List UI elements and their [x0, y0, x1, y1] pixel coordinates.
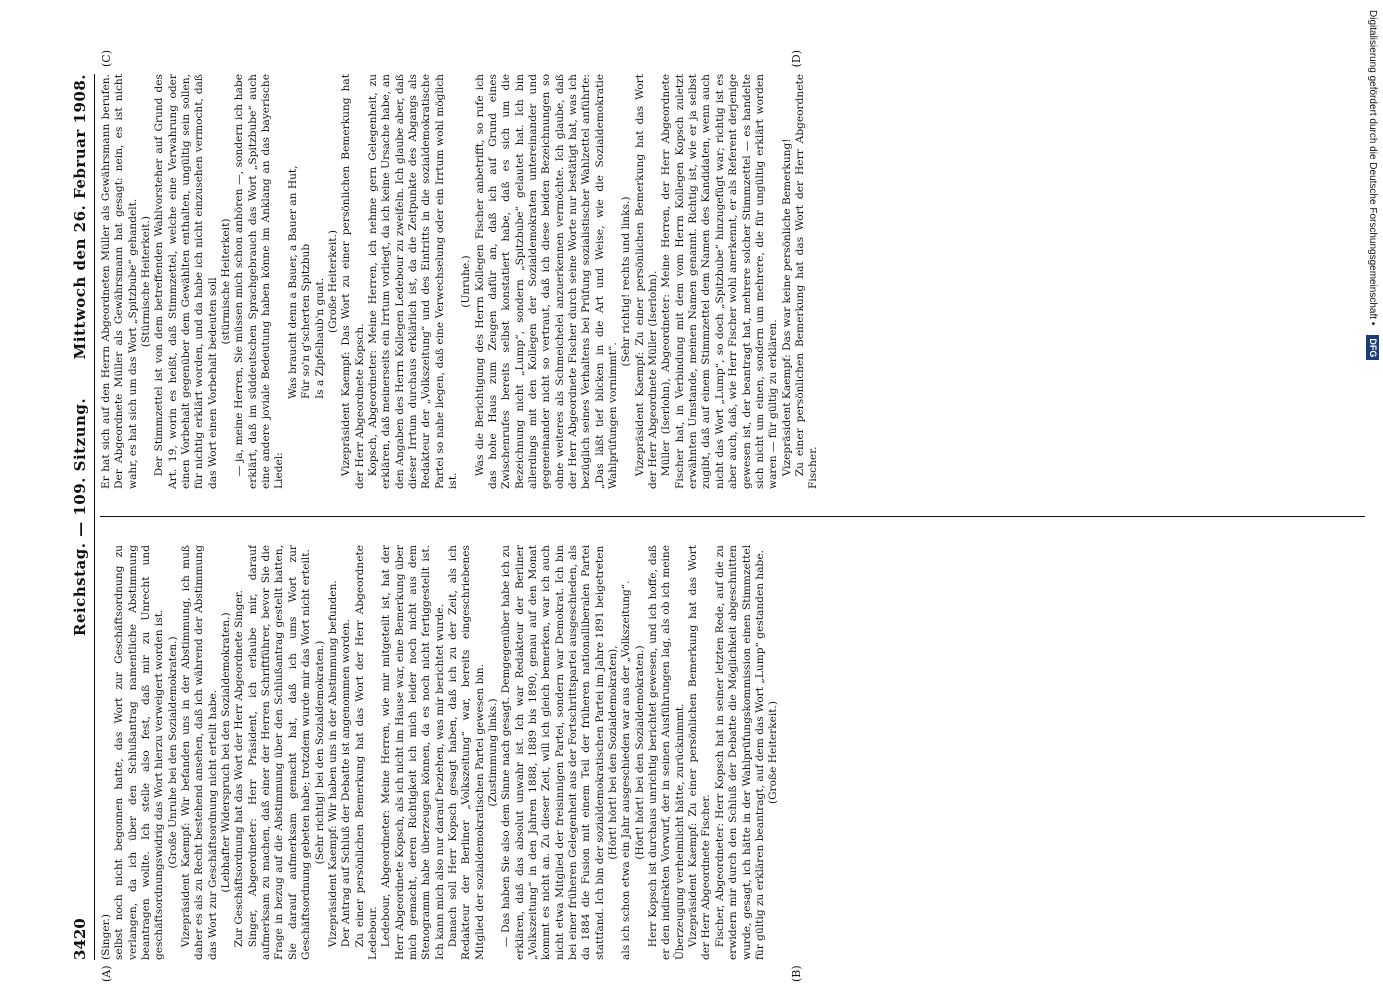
paragraph: Zu einer persönlichen Bemerkung hat das Wort der Herr Abgeordnete Ledebour. — [353, 545, 379, 960]
session-date: Mittwoch den 26. Februar 1908. — [71, 74, 89, 360]
credit-text: Digitalisierung gefördert durch die Deutsche Forschungsgemeinschaft • — [1367, 10, 1379, 326]
column-rule — [100, 516, 1365, 517]
interjection: (Hört! hört! bei den Sozialdemokraten.) — [633, 645, 646, 860]
paragraph: Singer, Abgeordneter: Herr Präsident, ich erlaube mir, darauf aufmerksam zu machen, daß einer der Herren Schriftführer, bevor Sie die Frage in bezug auf die Abstimmung über den Schlußantrag gestellt hatten, Sie darauf aufmerksam gemacht hat, daß ich ums Wort zur Geschäftsordnung gebeten habe; trotzdem wurde mir das Wort nicht erteilt. — [246, 545, 313, 960]
paragraph: Ledebour, Abgeordneter: Meine Herren, wie mir mitgeteilt ist, hat der Herr Abgeordnete Kopsch, als ich nicht im Hause war, eine Bemerkung über mich gemacht, deren Richtigkeit ich mich leider noch nicht aus dem Stenogramm habe überzeugen können, da es noch nicht fertiggestellt ist. Ich kann mich also nur darauf beziehen, was mir berichtet wurde. — [380, 545, 446, 960]
interjection: (Große Unruhe bei den Sozialdemokraten.) — [166, 636, 179, 869]
paragraph: selbst noch nicht begonnen hatte, das Wort zur Geschäftsordnung zu verlangen, da ich über den Schlußantrag namentliche Abstimmung beantragen wollte. Ich stelle also fest, daß mir zu Unrecht und geschäftsordnungswidrig das Wort hierzu verweigert worden ist. — [113, 545, 166, 960]
digitization-credit — [1366, 10, 1380, 995]
verse-line: Für so'n g'scherten Spitzbub — [300, 243, 313, 399]
right-column — [100, 74, 1365, 489]
paragraph: Müller (Iserlohn), Abgeordneter: Meine Herren, der Herr Abgeordnete Fischer hat, in Verbindung mit dem vom Herrn Kollegen Kopsch zuletzt erwähnten Umstande, meinen Namen genannt. Richtig ist, wie er ja selbst zugibt, daß auf einem Stimmzettel dem Namen des Kandidaten, wenn auch nicht das Wort „Lump“, so doch „Spitzbube“ hinzugefügt war; richtig ist es aber auch, daß, wie Herr Fischer wohl anerkennt, er als Referent derjenige gewesen ist, der beantragt hat, mehrere solcher Stimmzettel — es handelte sich nicht um einen, sondern um mehrere, die für ungültig erklärt worden waren — für gültig zu erklären. — [660, 74, 780, 489]
margin-mark-b: (B) — [790, 965, 803, 982]
margin-mark-c: (C) — [100, 50, 113, 67]
interjection: (Zustimmung links.) — [486, 698, 499, 807]
paragraph: Vizepräsident Kaempf: Zu einer persönlichen Bemerkung hat das Wort der Herr Abgeordnete Fischer. — [687, 545, 713, 960]
interjection: (Hört! hört! bei den Sozialdemokraten), — [607, 645, 620, 860]
paragraph: Vizepräsident Kaempf: Das war keine persönliche Bemerkung! — [780, 138, 793, 477]
paragraph: Danach soll Herr Kopsch gesagt haben, daß ich zu der Zeit, als ich Redakteur der Berliner „Volkszeitung“ war, bereits eingeschriebenes Mitglied der sozialdemokratischen Partei gewesen bin. — [446, 545, 486, 960]
paragraph: Herr Kopsch ist durchaus unrichtig berichtet gewesen, und ich hoffe, daß er den indirekten Vorwurf, der in seinen Ausführungen lag, als ob ich meine Überzeugung verheimlicht hätte, zurücknimmt. — [647, 545, 686, 960]
speaker-continuation: (Singer.) — [100, 913, 112, 960]
paragraph: Zu einer persönlichen Bemerkung hat das Wort der Herr Abgeordnete Fischer. — [793, 74, 820, 489]
margin-mark-a: (A) — [100, 965, 113, 982]
margin-mark-d: (D) — [790, 50, 803, 68]
interjection: (stürmische Heiterkeit) — [220, 218, 233, 345]
paragraph: Vizepräsident Kaempf: Zu einer persönlichen Bemerkung hat das Wort der Herr Abgeordnete Müller (Iserlohn). — [633, 74, 660, 489]
left-column — [100, 545, 1365, 960]
interjection: (Große Heiterkeit.) — [326, 229, 339, 334]
interjection: (Sehr richtig! bei den Sozialdemokraten.) — [313, 640, 326, 865]
text-columns — [100, 50, 1365, 982]
paragraph: Fischer, Abgeordneter: Herr Kopsch hat in seiner letzten Rede, auf die zu erwidern mir durch den Schluß der Debatte die Möglichkeit abgeschnitten wurde, gesagt, ich hätte in der Wahlprüfungskommission einen Stimmzettel für gültig zu erklären beantragt, auf dem das Wort „Lump“ gestanden habe. — [713, 545, 766, 960]
dfg-logo: DFG — [1367, 335, 1380, 360]
paragraph: Er hat sich auf den Herrn Abgeordneten Müller als Gewährsmann berufen. Der Abgeordnete Müller als Gewährsmann hat gesagt: nein, es ist nicht wahr, es hat sich um das Wort „Spitzbube“ gehandelt. — [100, 74, 139, 489]
paragraph: — Das haben Sie also dem Sinne nach gesagt. Demgegenüber habe ich zu erklären, daß das absolut unwahr ist. Ich war Redakteur der Berliner „Volkszeitung“ in den Jahren 1888, 1889 bis 1890, genau auf den Monat kommt es nicht an. Zu dieser Zeit, will ich gleich bemerken, war ich auch nicht etwa Mitglied der freisinnigen Partei, sondern war Demokrat. Ich bin bei einer früheren Gelegenheit aus der Fortschrittspartei ausgeschieden, als da 1884 die Fusion mit einem Teil der früheren nationalliberalen Partei stattfand. Ich bin der sozialdemokratischen Partei im Jahre 1891 beigetreten — [500, 545, 606, 960]
paragraph: Zur Geschäftsordnung hat das Wort der Herr Abgeordnete Singer. — [233, 590, 246, 948]
paragraph: Der Antrag auf Schluß der Debatte ist angenommen worden. — [340, 619, 353, 948]
verse-line: Is a Zipfelhaub'n guat. — [313, 277, 326, 399]
paragraph: Vizepräsident Kaempf: Wir befanden uns in der Abstimmung, ich muß daher es als zu Recht bestehend ansehen, daß ich während der Abstimmung das Wort zur Geschäftsordnung nicht erteilt habe. — [180, 545, 219, 960]
paragraph: als ich schon etwa ein Jahr ausgeschieden war aus der „Volkszeitung“. — [620, 580, 633, 960]
interjection: (Lebhafter Widerspruch bei den Sozialdemokraten.) — [220, 612, 233, 893]
paragraph: Der Stimmzettel ist von dem betreffenden Wahlvorsteher auf Grund des Art. 19, worin es heißt, daß Stimmzettel, welche eine Verwahrung oder einen Vorbehalt gegenüber dem Gewählten enthalten, ungültig sein sollen, für nichtig erklärt worden, und da habe ich nicht einzusehen vermocht, daß das Wort einen Vorbehalt bedeuten soll — [153, 74, 219, 489]
interjection: (Stürmische Heiterkeit.) — [140, 215, 153, 348]
page-number: 3420 — [71, 918, 89, 960]
paragraph: — ja, meine Herren, Sie müssen mich schon anhören —, sondern ich habe erklärt, daß im süddeutschen Sprachgebrauch das Wort „Spitzbube“ auch eine andere joviale Bedeutung haben könne im Anklang an das bayerische Liedel: — [233, 74, 286, 489]
verse-line: Was braucht denn a Bauer, a Bauer an Hut, — [286, 165, 299, 399]
digitization-footer — [1366, 10, 1380, 995]
page-header — [60, 74, 95, 960]
paragraph: Vizepräsident Kaempf: Das Wort zu einer persönlichen Bemerkung hat der Herr Abgeordnete Kopsch. — [340, 74, 366, 489]
interjection: (Sehr richtig! rechts und links.) — [620, 196, 633, 367]
session-title: Reichstag. — 109. Sitzung. — [71, 397, 89, 637]
paragraph: Was die Berichtigung des Herrn Kollegen Fischer anbetrifft, so rufe ich das hohe Haus zum Zeugen dafür an, daß ich auf Grund eines Zwischenrufes bereits selbst konstatiert habe, daß es sich um die Bezeichnung nicht „Lump“, sondern „Spitzbube“ gelautet hat. Ich bin allerdings mit den Kollegen der Sozialdemokraten untereinander und gegeneinander nicht so vertraut, daß ich diese beiden Bezeichnungen so ohne weiteres als Schmeichelei anzuerkennen vermöchte. Ich glaube, daß der Herr Abgeordnete Fischer durch seine Worte nur bestätigt hat, was ich bezüglich seines Verhaltens bei Prüfung sozialistischer Wahlzettel anführte: „Das läßt tief blicken in die Art und Weise, wie die Sozialdemokratie Wahlprüfungen vornimmt“. — [473, 74, 620, 489]
interjection: (Große Heiterkeit.) — [767, 700, 780, 805]
interjection: (Unruhe.) — [460, 255, 473, 308]
paragraph: Kopsch, Abgeordneter: Meine Herren, ich nehme gern Gelegenheit, zu erklären, daß meinerseits ein Irrtum vorliegt, da ich keine Ursache habe, an den Angaben des Herrn Kollegen Ledebour zu zweifeln. Ich glaube aber, daß dieser Irrtum durchaus erklärlich ist, da die Zeitpunkte des Abgangs als Redakteur der „Volkszeitung“ und des Eintritts in die sozialdemokratische Partei so nahe liegen, daß eine Verwechselung oder ein Irrtum wohl möglich ist. — [366, 74, 459, 489]
paragraph: Vizepräsident Kaempf: Wir haben uns in der Abstimmung befunden. — [326, 580, 339, 948]
